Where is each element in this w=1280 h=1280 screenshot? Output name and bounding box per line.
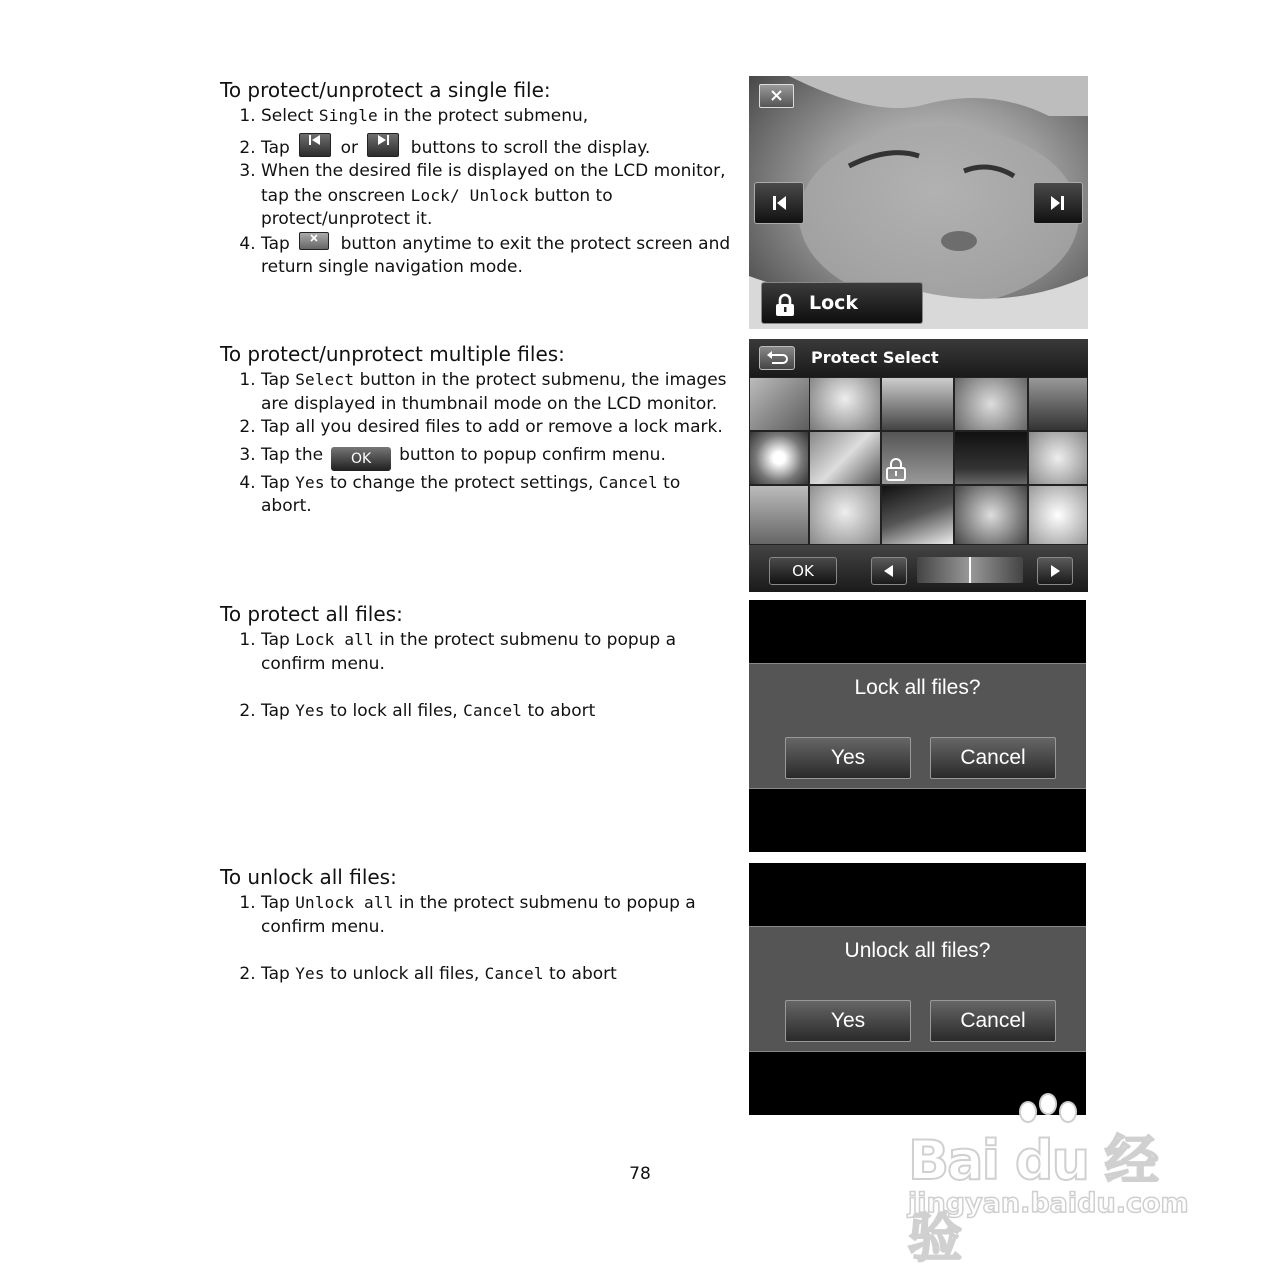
cancel-button[interactable]: Cancel — [930, 1000, 1056, 1042]
step-1: 1. Tap Select button in the protect submenu, the images are displayed in thumbnail mode on the LCD monitor. — [261, 368, 735, 416]
section-unlock-all — [220, 865, 735, 987]
close-button[interactable] — [759, 84, 794, 108]
thumbnail-locked[interactable] — [881, 431, 954, 485]
close-icon — [299, 232, 329, 250]
scrollbar-thumb[interactable] — [969, 557, 971, 583]
previous-button[interactable] — [754, 182, 804, 224]
scroll-left-button[interactable] — [871, 557, 907, 585]
thumbnail[interactable] — [809, 431, 881, 485]
steps-list — [220, 891, 735, 987]
section-protect-all — [220, 602, 735, 724]
previous-icon — [299, 133, 331, 157]
step-2: 2. Tap Yes to unlock all files, Cancel to abort — [261, 962, 735, 987]
step-1: 1. Select Single in the protect submenu, — [261, 104, 735, 129]
baidu-watermark — [908, 1090, 1208, 1269]
protect-select-header — [749, 339, 1088, 377]
section-single-file — [220, 78, 735, 280]
lock-icon — [774, 291, 796, 329]
dialog-question: Lock all files? — [854, 676, 981, 699]
section-title: To unlock all files: — [220, 865, 397, 889]
unlock-all-dialog — [749, 926, 1086, 1052]
section-title: To protect/unprotect a single file: — [220, 78, 551, 102]
thumbnail[interactable] — [881, 377, 954, 431]
protect-select-footer — [749, 545, 1088, 592]
lock-icon — [885, 457, 907, 485]
step-2: 2. Tap or buttons to scroll the display. — [261, 133, 735, 161]
watermark-brand: Bai du 经验 — [908, 1129, 1157, 1269]
step-4: 4. Tap button anytime to exit the protect screen and return single navigation mode. — [261, 232, 735, 280]
unlock-all-screen — [749, 863, 1086, 1115]
watermark-url: jingyan.baidu.com — [908, 1188, 1189, 1219]
cancel-button[interactable]: Cancel — [930, 737, 1056, 779]
section-title: To protect all files: — [220, 602, 403, 626]
step-2: 2. Tap Yes to lock all files, Cancel to abort — [261, 699, 735, 724]
lock-all-dialog — [749, 663, 1086, 789]
thumbnail[interactable] — [749, 431, 809, 485]
thumbnail[interactable] — [809, 377, 881, 431]
page-number: 78 — [629, 1164, 651, 1184]
steps-list — [220, 628, 735, 724]
thumbnail[interactable] — [1028, 377, 1088, 431]
thumbnail[interactable] — [954, 485, 1028, 545]
single-file-screen — [749, 76, 1088, 329]
dialog-question: Unlock all files? — [844, 939, 991, 962]
step-2: 2. Tap all you desired files to add or remove a lock mark. — [261, 416, 735, 440]
lock-all-screen — [749, 600, 1086, 852]
section-multiple-files — [220, 342, 735, 519]
ok-button[interactable]: OK — [769, 557, 837, 585]
lock-button[interactable] — [761, 282, 923, 324]
back-button[interactable] — [759, 346, 795, 370]
thumbnail[interactable] — [1028, 431, 1088, 485]
thumbnail[interactable] — [954, 377, 1028, 431]
thumbnail[interactable] — [881, 485, 954, 545]
protect-select-screen — [749, 339, 1088, 592]
thumbnail[interactable] — [809, 485, 881, 545]
steps-list — [220, 368, 735, 519]
thumbnail[interactable] — [749, 485, 809, 545]
thumbnail-grid — [749, 377, 1088, 545]
section-title: To protect/unprotect multiple files: — [220, 342, 565, 366]
step-3: 3. Tap the OK button to popup confirm menu. — [261, 444, 735, 471]
steps-list — [220, 104, 735, 280]
thumbnail[interactable] — [1028, 485, 1088, 545]
step-1: 1. Tap Lock all in the protect submenu to popup a confirm menu. — [261, 628, 735, 676]
scroll-right-button[interactable] — [1037, 557, 1073, 585]
thumbnail[interactable] — [954, 431, 1028, 485]
next-icon — [367, 133, 399, 157]
step-4: 4. Tap Yes to change the protect settings, Cancel to abort. — [261, 471, 735, 519]
step-3: 3. When the desired file is displayed on the LCD monitor, tap the onscreen Lock/ Unlock button to protect/unprotect it. — [261, 160, 735, 232]
yes-button[interactable]: Yes — [785, 1000, 911, 1042]
protect-select-title: Protect Select — [811, 348, 939, 367]
next-button[interactable] — [1033, 182, 1083, 224]
yes-button[interactable]: Yes — [785, 737, 911, 779]
step-1: 1. Tap Unlock all in the protect submenu to popup a confirm menu. — [261, 891, 735, 939]
scrollbar[interactable] — [917, 557, 1023, 583]
ok-button-inline: OK — [331, 447, 391, 471]
lock-label: Lock — [809, 292, 859, 314]
